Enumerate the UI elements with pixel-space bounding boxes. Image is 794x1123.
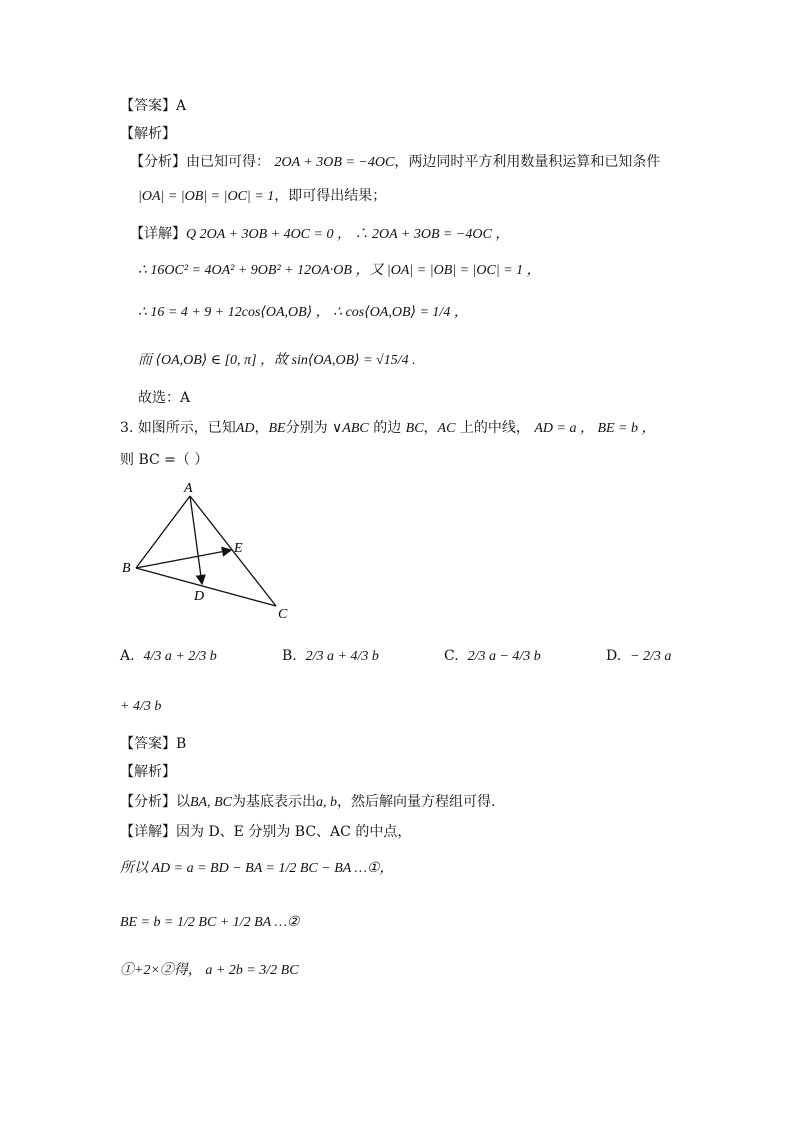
triangle-figure [116,476,306,622]
answer-value: B [176,736,187,752]
vector-be [136,550,231,568]
question-text: 如图所示，已知 [137,420,236,436]
vertex-label-a: A [184,481,193,496]
fenxi-base: BA, BC [190,795,232,810]
vertex-label-b: B [122,561,131,576]
fenxi-text: 由已知可得： [186,154,270,170]
question-3-ask: 则 BC =（ ） [120,452,209,468]
detail-label: 【详解】 [130,226,186,242]
option-d-label: D. [606,648,622,664]
fenxi-line-1 [130,152,660,173]
fenxi-text: 为基底表示出 [232,794,316,810]
option-a[interactable] [120,646,217,667]
detail-equation: 而 ⟨OA,OB⟩ ∈ [0, π] ，故 sin⟨OA,OB⟩ = √15/4 . [138,353,416,368]
fenxi-line-2 [138,186,386,207]
question-text: 的边 [373,420,402,436]
fenxi-equation: 2OA + 3OB = −4OC [274,155,395,170]
option-a-label: A. [120,648,135,664]
fenxi-line-3 [120,792,495,813]
detail-line-5 [120,822,411,842]
detail-line-4 [138,350,416,371]
fenxi-text: 以 [176,794,190,810]
fenxi-condition: |OA| = |OB| = |OC| = 1 [138,189,275,204]
answer-value: A [176,98,187,114]
option-b-value: 2/3 a + 4/3 b [305,649,379,664]
option-a-value: 4/3 a + 2/3 b [143,649,217,664]
fenxi-text: ，即可得出结果； [274,188,387,204]
punct: ， [254,420,269,436]
detail-line-7 [120,912,299,933]
detail-line-8 [120,960,299,981]
question-3-text: 3. 如图所示，已知AD，BE分别为 ∨ABC 的边 BC，AC 上的中线， AD = a ， BE = b ， [120,420,656,436]
detail-equation: Q 2OA + 3OB + 4OC = 0 ， ∴ 2OA + 3OB = −4OC ， [186,227,510,242]
triangle-abc: ∨ABC [332,421,369,436]
side-ac: AC [437,421,456,436]
answer-label: 【答案】 [120,98,176,114]
option-b[interactable] [282,646,379,667]
answer-label: 【答案】 [120,736,176,752]
answer-line-2 [120,734,186,754]
side-bc: BC [405,421,424,436]
question-condition: AD = a ， BE = b ， [534,421,656,436]
side-bc [136,568,276,606]
segment-ad: AD [235,421,255,436]
answer-line-1 [120,96,186,116]
option-d-value-continued: + 4/3 b [120,699,162,714]
fenxi-text: ，然后解向量方程组可得. [337,794,496,810]
fenxi-label: 【分析】 [130,154,186,170]
option-c[interactable] [444,646,541,667]
option-c-label: C. [444,648,459,664]
fenxi-vectors: a, b [316,795,337,810]
detail-line-3 [138,302,468,323]
detail-line-2 [138,260,541,281]
detail-text: 因为 D、E 分别为 BC、AC 的中点， [176,824,412,840]
side-ab [136,496,190,568]
question-text: 上的中线， [459,420,530,436]
detail-equation: 所以 AD = a = BD − BA = 1/2 BC − BA …①， [120,861,394,876]
point-label-d: D [194,589,205,604]
vertex-label-c: C [278,607,288,622]
detail-line-6 [120,858,394,879]
detail-label: 【详解】 [120,824,176,840]
option-d-value: − 2/3 a [630,649,672,664]
choose-line-1: 故选：A [138,390,191,406]
option-d-continued [120,696,161,717]
analysis-heading-2: 【解析】 [120,764,176,780]
detail-equation: ①+2×②得， a + 2b = 3/2 BC [120,963,299,978]
fenxi-text: ，两边同时平方利用数量积运算和已知条件 [394,154,661,170]
point-label-e: E [234,541,243,556]
fenxi-label: 【分析】 [120,794,176,810]
detail-line-1 [130,224,509,245]
option-d[interactable] [606,646,671,667]
question-text: 分别为 [285,420,328,436]
option-c-value: 2/3 a − 4/3 b [467,649,541,664]
detail-equation: ∴ 16 = 4 + 9 + 12cos⟨OA,OB⟩ ， ∴ cos⟨OA,OB⟩ = 1/4 ， [138,305,468,320]
option-b-label: B. [282,648,297,664]
segment-be: BE [268,421,286,436]
detail-equation: BE = b = 1/2 BC + 1/2 BA …② [120,915,300,930]
detail-equation: ∴ 16OC² = 4OA² + 9OB² + 12OA·OB ，又 |OA| = |OB| = |OC| = 1 ， [138,263,541,278]
question-number: 3. [120,420,134,436]
analysis-heading-1: 【解析】 [120,126,176,142]
